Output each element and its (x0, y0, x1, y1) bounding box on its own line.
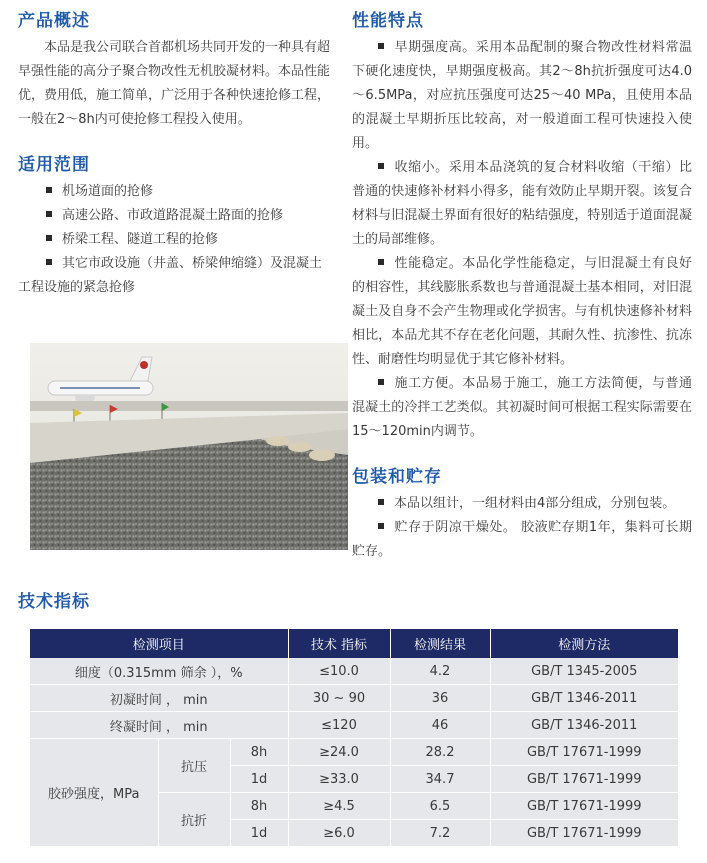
mortar-strength-label: 胶砂强度，MPa (30, 739, 158, 847)
table-header-row (30, 629, 678, 658)
bullet-square-icon (46, 259, 52, 265)
features-heading: 性能特点 (352, 11, 424, 31)
feature-item: 收缩小。采用本品浇筑的复合材料收缩（干缩）比普通的快速修补材料小得多，能有效防止早期开裂。该复合材料与旧混凝土界面有很好的粘结强度，特别适于道面混凝土的局部维修。 (352, 160, 692, 247)
strength-type-cell: 抗压 (158, 739, 230, 793)
bullet-square-icon (46, 211, 52, 217)
table-row (30, 712, 678, 739)
column-header: 检测方法 (490, 629, 678, 658)
bullet-square-icon (46, 187, 52, 193)
tech-heading: 技术指标 (18, 592, 90, 612)
method-cell: GB/T 1346-2011 (490, 712, 678, 739)
right-column (352, 10, 692, 564)
table-row (30, 739, 678, 766)
packaging-heading: 包装和贮存 (352, 467, 442, 487)
test-item-cell: 细度（0.315mm 筛余 ），% (30, 658, 288, 685)
overview-heading: 产品概述 (18, 11, 90, 31)
result-cell: 6.5 (390, 793, 490, 820)
packaging-item: 本品以组计，一组材料由4部分组成，分别包装。 (352, 492, 692, 516)
result-cell: 36 (390, 685, 490, 712)
packaging-list (352, 492, 692, 564)
spec-cell: ≥24.0 (288, 739, 390, 766)
bullet-square-icon (378, 499, 384, 505)
spec-cell: ≤120 (288, 712, 390, 739)
spec-cell: ≥6.0 (288, 820, 390, 847)
method-cell: GB/T 1345-2005 (490, 658, 678, 685)
method-cell: GB/T 17671-1999 (490, 739, 678, 766)
scope-heading: 适用范围 (18, 155, 90, 175)
scope-list (18, 180, 330, 300)
result-cell: 46 (390, 712, 490, 739)
scope-item: 桥梁工程、隧道工程的抢修 (18, 228, 330, 252)
table-row (30, 685, 678, 712)
scope-item: 机场道面的抢修 (18, 180, 330, 204)
result-cell: 7.2 (390, 820, 490, 847)
spec-cell: ≤10.0 (288, 658, 390, 685)
packaging-item: 贮存于阴凉干燥处。 胶液贮存期1年，集料可长期贮存。 (352, 520, 692, 559)
spec-cell: 30 ~ 90 (288, 685, 390, 712)
table-row (30, 658, 678, 685)
bullet-square-icon (378, 523, 384, 529)
age-cell: 8h (230, 739, 288, 766)
method-cell: GB/T 17671-1999 (490, 766, 678, 793)
bullet-square-icon (46, 235, 52, 241)
scope-item: 高速公路、市政道路混凝土路面的抢修 (18, 204, 330, 228)
result-cell: 4.2 (390, 658, 490, 685)
test-item-cell: 初凝时间 ， min (30, 685, 288, 712)
column-header: 检测项目 (30, 629, 288, 658)
spec-cell: ≥4.5 (288, 793, 390, 820)
result-cell: 28.2 (390, 739, 490, 766)
photo-illustration (30, 343, 348, 550)
tech-spec-table (30, 629, 678, 847)
strength-type-cell: 抗折 (158, 793, 230, 847)
column-header: 技术 指标 (288, 629, 390, 658)
feature-item: 性能稳定。本品化学性能稳定，与旧混凝土有良好的相容性，其线膨胀系数也与普通混凝土基本相同，对旧混凝土及自身不会产生物理或化学损害。与有机快速修补材料相比，本品尤其不存在老化问题，其耐久性、抗渗性、抗冻性、耐磨性均明显优于其它修补材料。 (352, 256, 692, 367)
method-cell: GB/T 1346-2011 (490, 685, 678, 712)
method-cell: GB/T 17671-1999 (490, 793, 678, 820)
age-cell: 1d (230, 766, 288, 793)
bullet-square-icon (378, 43, 384, 49)
feature-item: 施工方便。本品易于施工，施工方法简便，与普通混凝土的冷拌工艺类似。其初凝时间可根据工程实际需要在15～120min内调节。 (352, 376, 692, 439)
scope-item: 其它市政设施（井盖、桥梁伸缩缝）及混凝土工程设施的紧急抢修 (18, 256, 323, 295)
column-header: 检测结果 (390, 629, 490, 658)
method-cell: GB/T 17671-1999 (490, 820, 678, 847)
test-item-cell: 终凝时间 ， min (30, 712, 288, 739)
age-cell: 8h (230, 793, 288, 820)
features-list (352, 36, 692, 444)
spec-cell: ≥33.0 (288, 766, 390, 793)
airport-repair-photo (30, 343, 348, 550)
bullet-square-icon (378, 259, 384, 265)
bullet-square-icon (378, 163, 384, 169)
feature-item: 早期强度高。采用本品配制的聚合物改性材料常温下硬化速度快，早期强度极高。其2～8h抗折强度可达4.0～6.5MPa，对应抗压强度可达25～40 MPa，且使用本品的混凝土早期折压比较高，对一般道面工程可快速投入使用。 (352, 40, 692, 151)
overview-text: 本品是我公司联合首都机场共同开发的一种具有超早强性能的高分子聚合物改性无机胶凝材料。本品性能优，费用低，施工简单，广泛用于各种快速抢修工程，一般在2～8h内可使抢修工程投入使用。 (18, 40, 331, 127)
age-cell: 1d (230, 820, 288, 847)
bullet-square-icon (378, 379, 384, 385)
result-cell: 34.7 (390, 766, 490, 793)
left-column (18, 10, 330, 300)
